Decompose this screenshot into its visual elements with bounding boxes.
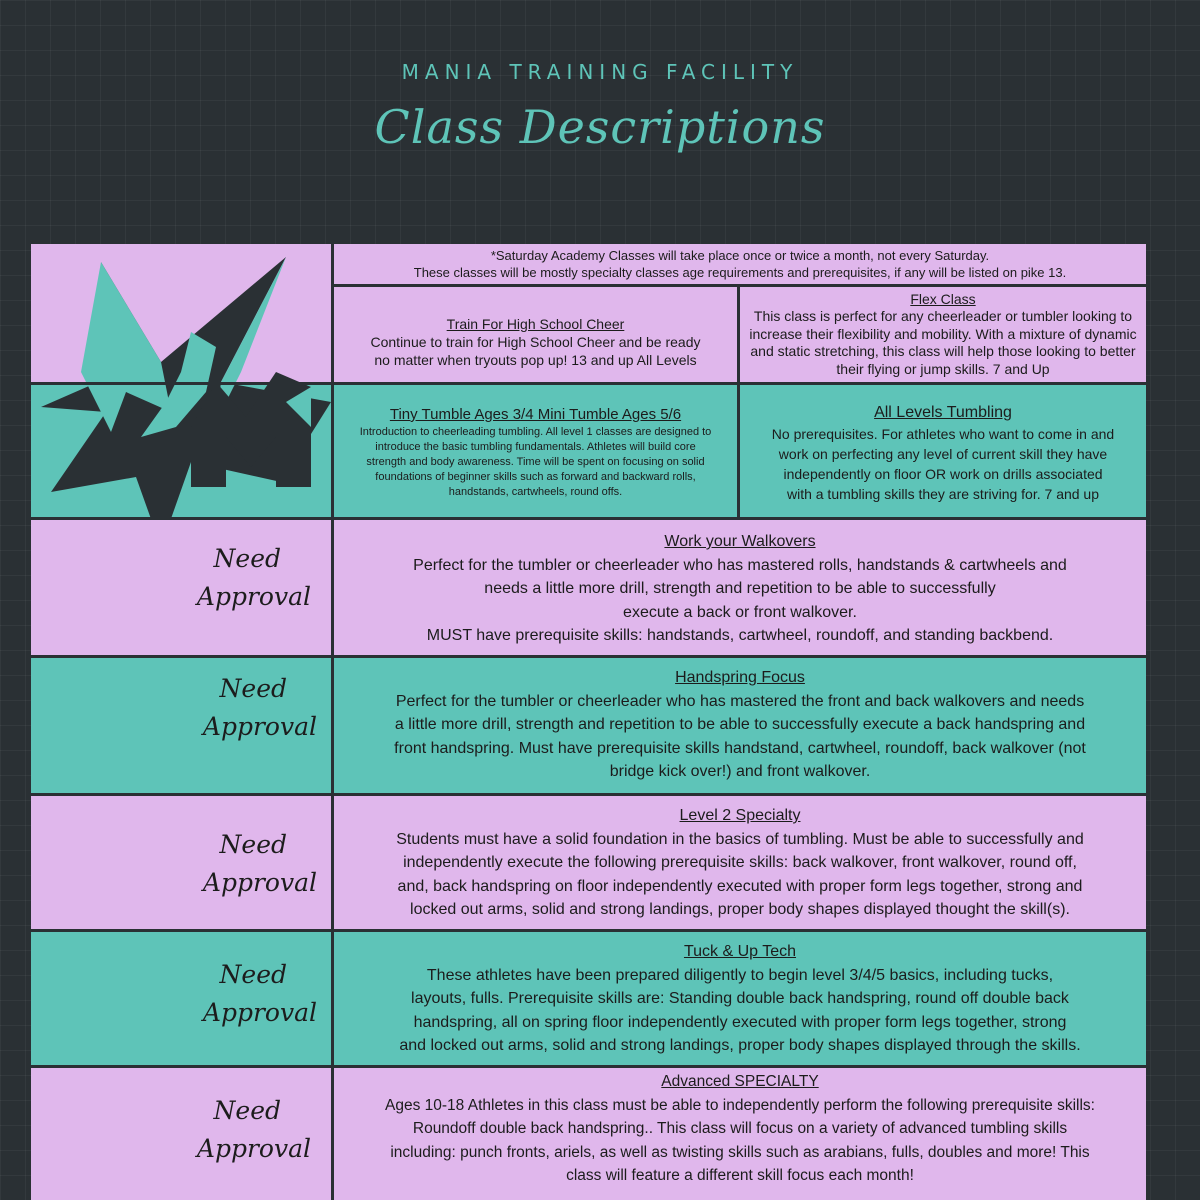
class-line: Roundoff double back handspring.. This class will focus on a variety of advanced tumbling skills [412,1120,1068,1137]
need-approval-label [31,670,331,746]
class-title: Advanced SPECIALTY [661,1073,819,1090]
need-word: Need [219,674,287,703]
divider-line [31,382,1146,385]
class-line: execute a back or front walkover. [623,603,857,621]
tiny-tumble-class [334,385,737,520]
class-description [334,666,1146,784]
flex-class-title: Flex Class [910,290,976,307]
page-title: Class Descriptions [374,100,826,154]
approval-word: Approval [202,868,317,897]
all-levels-line3: independently on floor OR work on drills associated [783,465,1103,482]
class-line: needs a little more drill, strength and repetition to be able to successfully [484,580,996,597]
high-school-cheer-class [334,287,737,382]
tiny-tumble-line1: Introduction to cheerleading tumbling. All level 1 classes are designed to [359,426,712,438]
divider-line [31,793,1146,796]
divider-line [31,1065,1146,1068]
tiny-tumble-line5: handstands, cartwheels, round offs. [448,486,623,498]
flex-class-line3: and static stretching, this class will help those looking to better [750,343,1136,360]
need-word: Need [219,830,287,859]
all-levels-title: All Levels Tumbling [874,403,1012,421]
approval-word: Approval [196,582,311,611]
saturday-note-line1: *Saturday Academy Classes will take place once or twice a month, not every Saturday. [490,248,990,263]
need-approval-label [31,1092,331,1168]
class-line: and, back handspring on floor independently executed with proper form legs together, strong and [397,877,1083,895]
need-approval-label [31,540,331,616]
approval-word: Approval [196,1134,311,1163]
class-line: These athletes have been prepared diligently to begin level 3/4/5 basics, including tucks, [426,966,1054,984]
flex-class-line4: their flying or jump skills. 7 and Up [836,360,1050,377]
divider-line [334,284,1146,287]
class-table [31,244,1146,1200]
class-line: Perfect for the tumbler or cheerleader who has mastered the front and back walkovers and needs [395,692,1085,710]
tiny-tumble-line3: strength and body awareness. Time will be spent on focusing on solid [366,456,705,468]
class-line: Perfect for the tumbler or cheerleader who has mastered rolls, handstands & cartwheels and [413,556,1067,574]
class-row-tuck [31,932,1146,1065]
class-title: Tuck & Up Tech [683,943,797,960]
class-line: including: punch fronts, ariels, as well as twisting skills such as arabians, fulls, doubles and more! This [390,1143,1090,1161]
all-levels-line4: with a tumbling skills they are striving for. 7 and up [786,485,1100,502]
saturday-note-line2: These classes will be mostly specialty classes age requirements and prerequisites, if any will be listed on pike 13. [413,265,1067,280]
facility-name: MANIA TRAINING FACILITY [401,60,799,84]
high-school-cheer-line1: Continue to train for High School Cheer and be ready [370,333,701,350]
need-word: Need [213,544,281,573]
class-title: Work your Walkovers [664,533,816,550]
class-row-walkovers [31,520,1146,655]
class-title: Level 2 Specialty [679,807,801,824]
class-description [334,940,1146,1058]
tiny-tumble-title: Tiny Tumble Ages 3/4 Mini Tumble Ages 5/6 [389,406,682,423]
class-line: Ages 10-18 Athletes in this class must be able to independently perform the following prerequisite skills: [385,1096,1095,1114]
need-word: Need [213,1096,281,1125]
class-line: handspring, all on spring floor independently executed with proper form legs together, strong [413,1013,1067,1031]
class-line: independently execute the following prerequisite skills: back walkover, front walkover, round off, [403,854,1077,871]
high-school-cheer-line2: no matter when tryouts pop up! 13 and up All Levels [374,351,697,368]
class-line: bridge kick over!) and front walkover. [609,763,871,780]
class-line: layouts, fulls. Prerequisite skills are: Standing double back handspring, round off double back [411,990,1069,1007]
class-title: Handspring Focus [675,669,805,686]
saturday-note [334,244,1146,284]
flex-class-line2: increase their flexibility and mobility. With a mixture of dynamic [749,325,1137,342]
class-line: and locked out arms, solid and strong landings, proper body shapes displayed through the skills. [399,1037,1081,1054]
divider-line [31,517,1146,520]
class-description [334,530,1146,648]
class-line: Students must have a solid foundation in the basics of tumbling. Must be able to successfully and [396,830,1084,848]
all-levels-line1: No prerequisites. For athletes who want to come in and [771,425,1115,442]
class-description [334,1070,1146,1188]
class-line: MUST have prerequisite skills: handstands, cartwheel, roundoff, and standing backbend. [426,627,1054,644]
all-levels-tumbling-class [740,385,1146,520]
class-line: a little more drill, strength and repetition to be able to successfully execute a back handspring and [394,716,1086,733]
class-line: front handspring. Must have prerequisite skills handstand, cartwheel, roundoff, back walkover (not [394,739,1086,757]
class-line: class will feature a different skill focus each month! [566,1167,914,1184]
tiny-tumble-line2: introduce the basic tumbling fundamentals. Athletes will build core [375,441,696,453]
mania-star-m-logo-icon [41,252,331,547]
class-row-level2 [31,796,1146,929]
class-line: locked out arms, solid and strong landings, proper body shapes displayed thought the skill(s). [410,901,1070,918]
class-row-advanced [31,1068,1146,1200]
column-divider [331,244,334,1200]
flex-class-line1: This class is perfect for any cheerleader or tumbler looking to [753,308,1133,325]
class-row-handspring [31,658,1146,793]
high-school-cheer-title: Train For High School Cheer [446,315,625,332]
all-levels-line2: work on perfecting any level of current skill they have [778,445,1108,462]
need-approval-label [31,826,331,902]
tiny-tumble-line4: foundations of beginner skills such as forward and backward rolls, [375,471,696,483]
flex-class [740,287,1146,382]
need-approval-label [31,956,331,1032]
divider-line [31,929,1146,932]
class-description [334,804,1146,922]
column-divider [737,284,740,520]
divider-line [31,655,1146,658]
approval-word: Approval [202,712,317,741]
approval-word: Approval [202,998,317,1027]
need-word: Need [219,960,287,989]
